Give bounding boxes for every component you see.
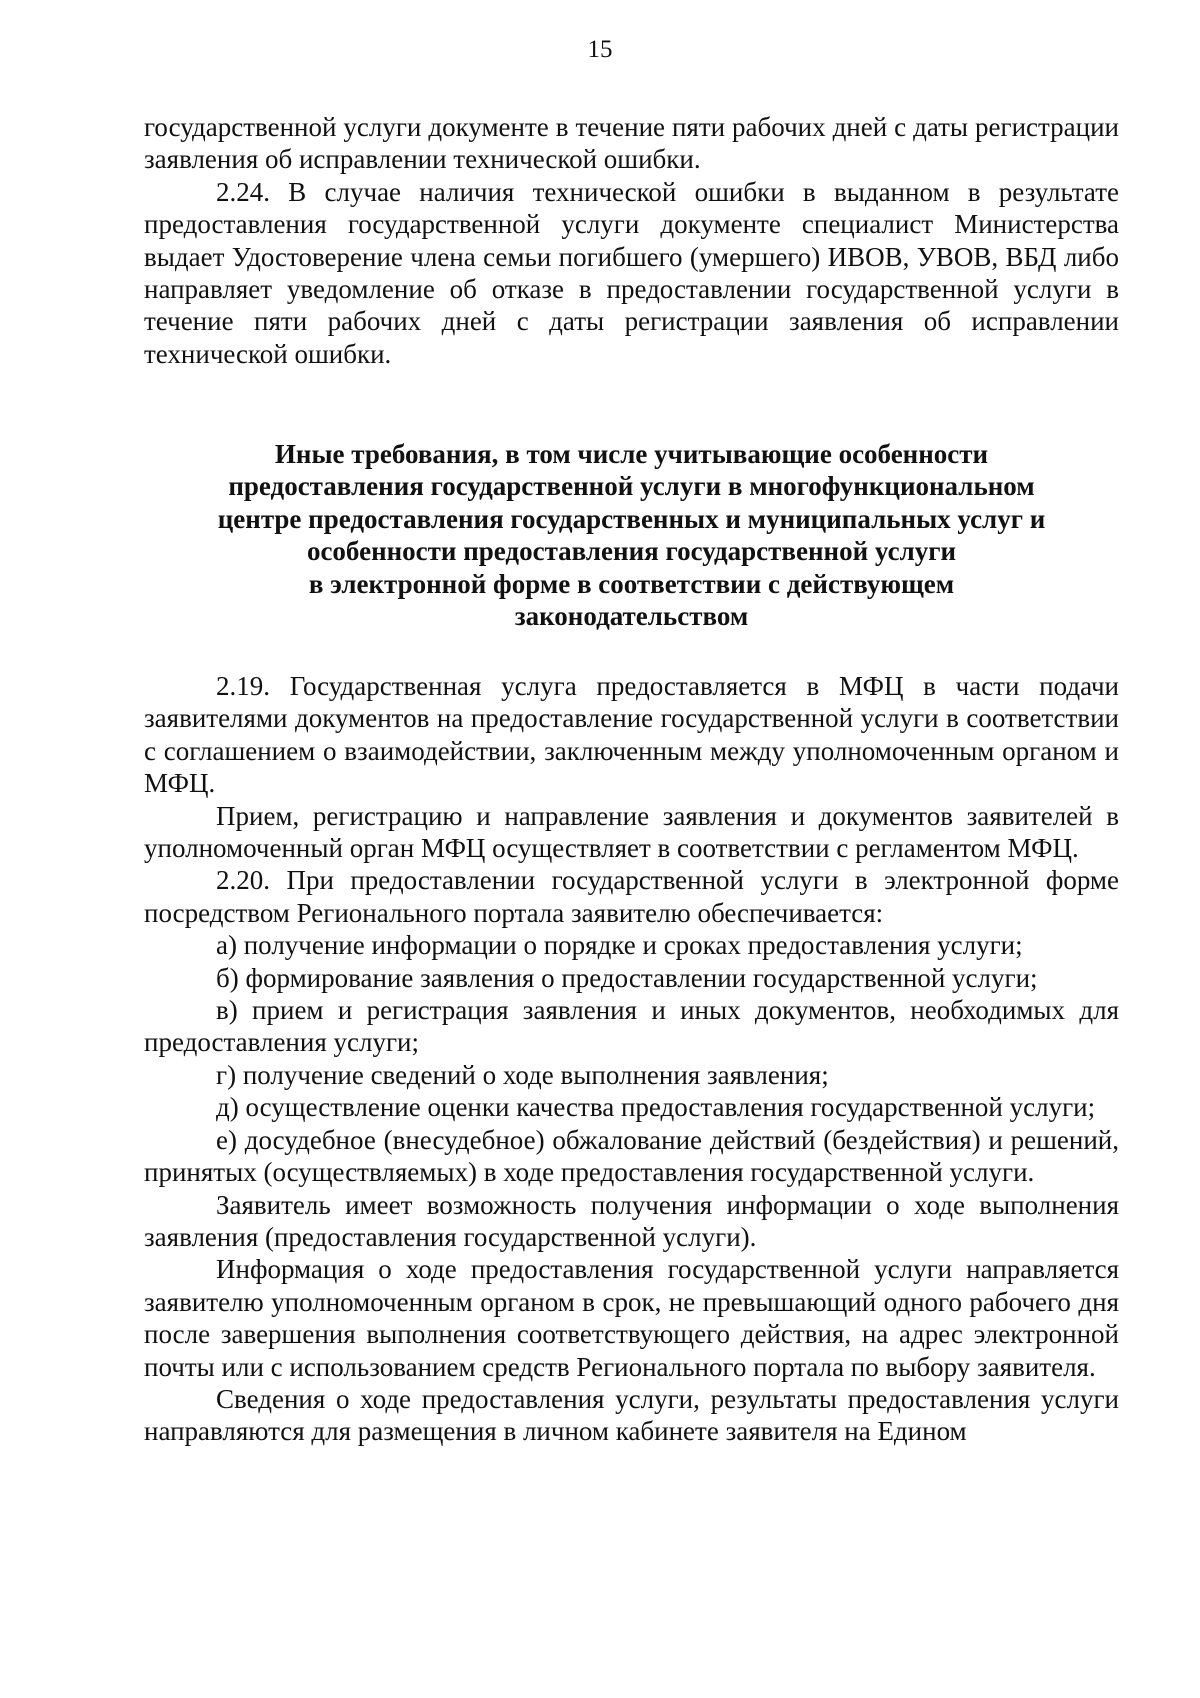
heading-line: Иные требования, в том числе учитывающие особенности: [274, 439, 989, 469]
list-item-g: г) получение сведений о ходе выполнения заявления;: [216, 1059, 829, 1090]
paragraph-progress-details: Сведения о ходе предоставления услуги, результаты предоставления услуги направляются для размещения в личном кабинете заявителя на Едином: [144, 1383, 1119, 1447]
list-item-v: в) прием и регистрация заявления и иных документов, необходимых для предоставления услуги;: [144, 995, 1119, 1058]
paragraph-continuation: государственной услуги документе в течение пяти рабочих дней с даты регистрации заявления об исправлении технической ошибки.: [144, 112, 1119, 175]
paragraph-2-19: 2.19. Государственная услуга предоставляется в МФЦ в части подачи заявителями документов на предоставление государственной услуги в соответствии с соглашением о взаимодействии, заключенным между уполномоченным органом и МФЦ.: [144, 671, 1119, 799]
heading-line: центре предоставления государственных и муниципальных услуг и: [217, 503, 1046, 534]
list-item-a: а) получение информации о порядке и сроках предоставления услуги;: [216, 930, 1023, 961]
main-section: [144, 670, 1119, 1448]
heading-line: в электронной форме в соответствии с действующем: [308, 568, 955, 599]
top-section: [144, 111, 1119, 370]
heading-line: особенности предоставления государственной услуги: [306, 536, 957, 567]
heading-line: законодательством: [514, 601, 749, 632]
paragraph-information-timing: Информация о ходе предоставления государственной услуги направляется заявителю уполномоченным органом в срок, не превышающий одного рабочего дня после завершения выполнения соответствующего действия, на адрес электронной почты или с использованием средств Регионального портала по выбору заявителя.: [144, 1254, 1119, 1382]
paragraph-reception: Прием, регистрацию и направление заявления и документов заявителей в уполномоченный орган МФЦ осуществляет в соответствии с регламентом МФЦ.: [144, 800, 1119, 864]
page-number: 15: [587, 36, 613, 63]
list-item-d: д) осуществление оценки качества предоставления государственной услуги;: [216, 1092, 1096, 1123]
paragraph-2-24: 2.24. В случае наличия технической ошибки в выданном в результате предоставления государственной услуги документе специалист Министерства выдает Удостоверение члена семьи погибшего (умершего) ИВОВ, УВОВ, ВБД либо направляет уведомление об отказе в предоставлении государственной услуги в течение пяти рабочих дней с даты регистрации заявления об исправлении технической ошибки.: [144, 176, 1119, 369]
paragraph-applicant-info: Заявитель имеет возможность получения информации о ходе выполнения заявления (предоставления государственной услуги).: [144, 1189, 1119, 1252]
section-heading: [144, 438, 1119, 632]
list-item-e: е) досудебное (внесудебное) обжалование действий (бездействия) и решений, принятых (осуществляемых) в ходе предоставления государственной услуги.: [144, 1124, 1119, 1188]
heading-line: предоставления государственной услуги в многофункциональном: [228, 471, 1035, 502]
list-item-b: б) формирование заявления о предоставлении государственной услуги;: [216, 962, 1038, 993]
paragraph-2-20: 2.20. При предоставлении государственной услуги в электронной форме посредством Регионального портала заявителю обеспечивается:: [144, 865, 1119, 928]
